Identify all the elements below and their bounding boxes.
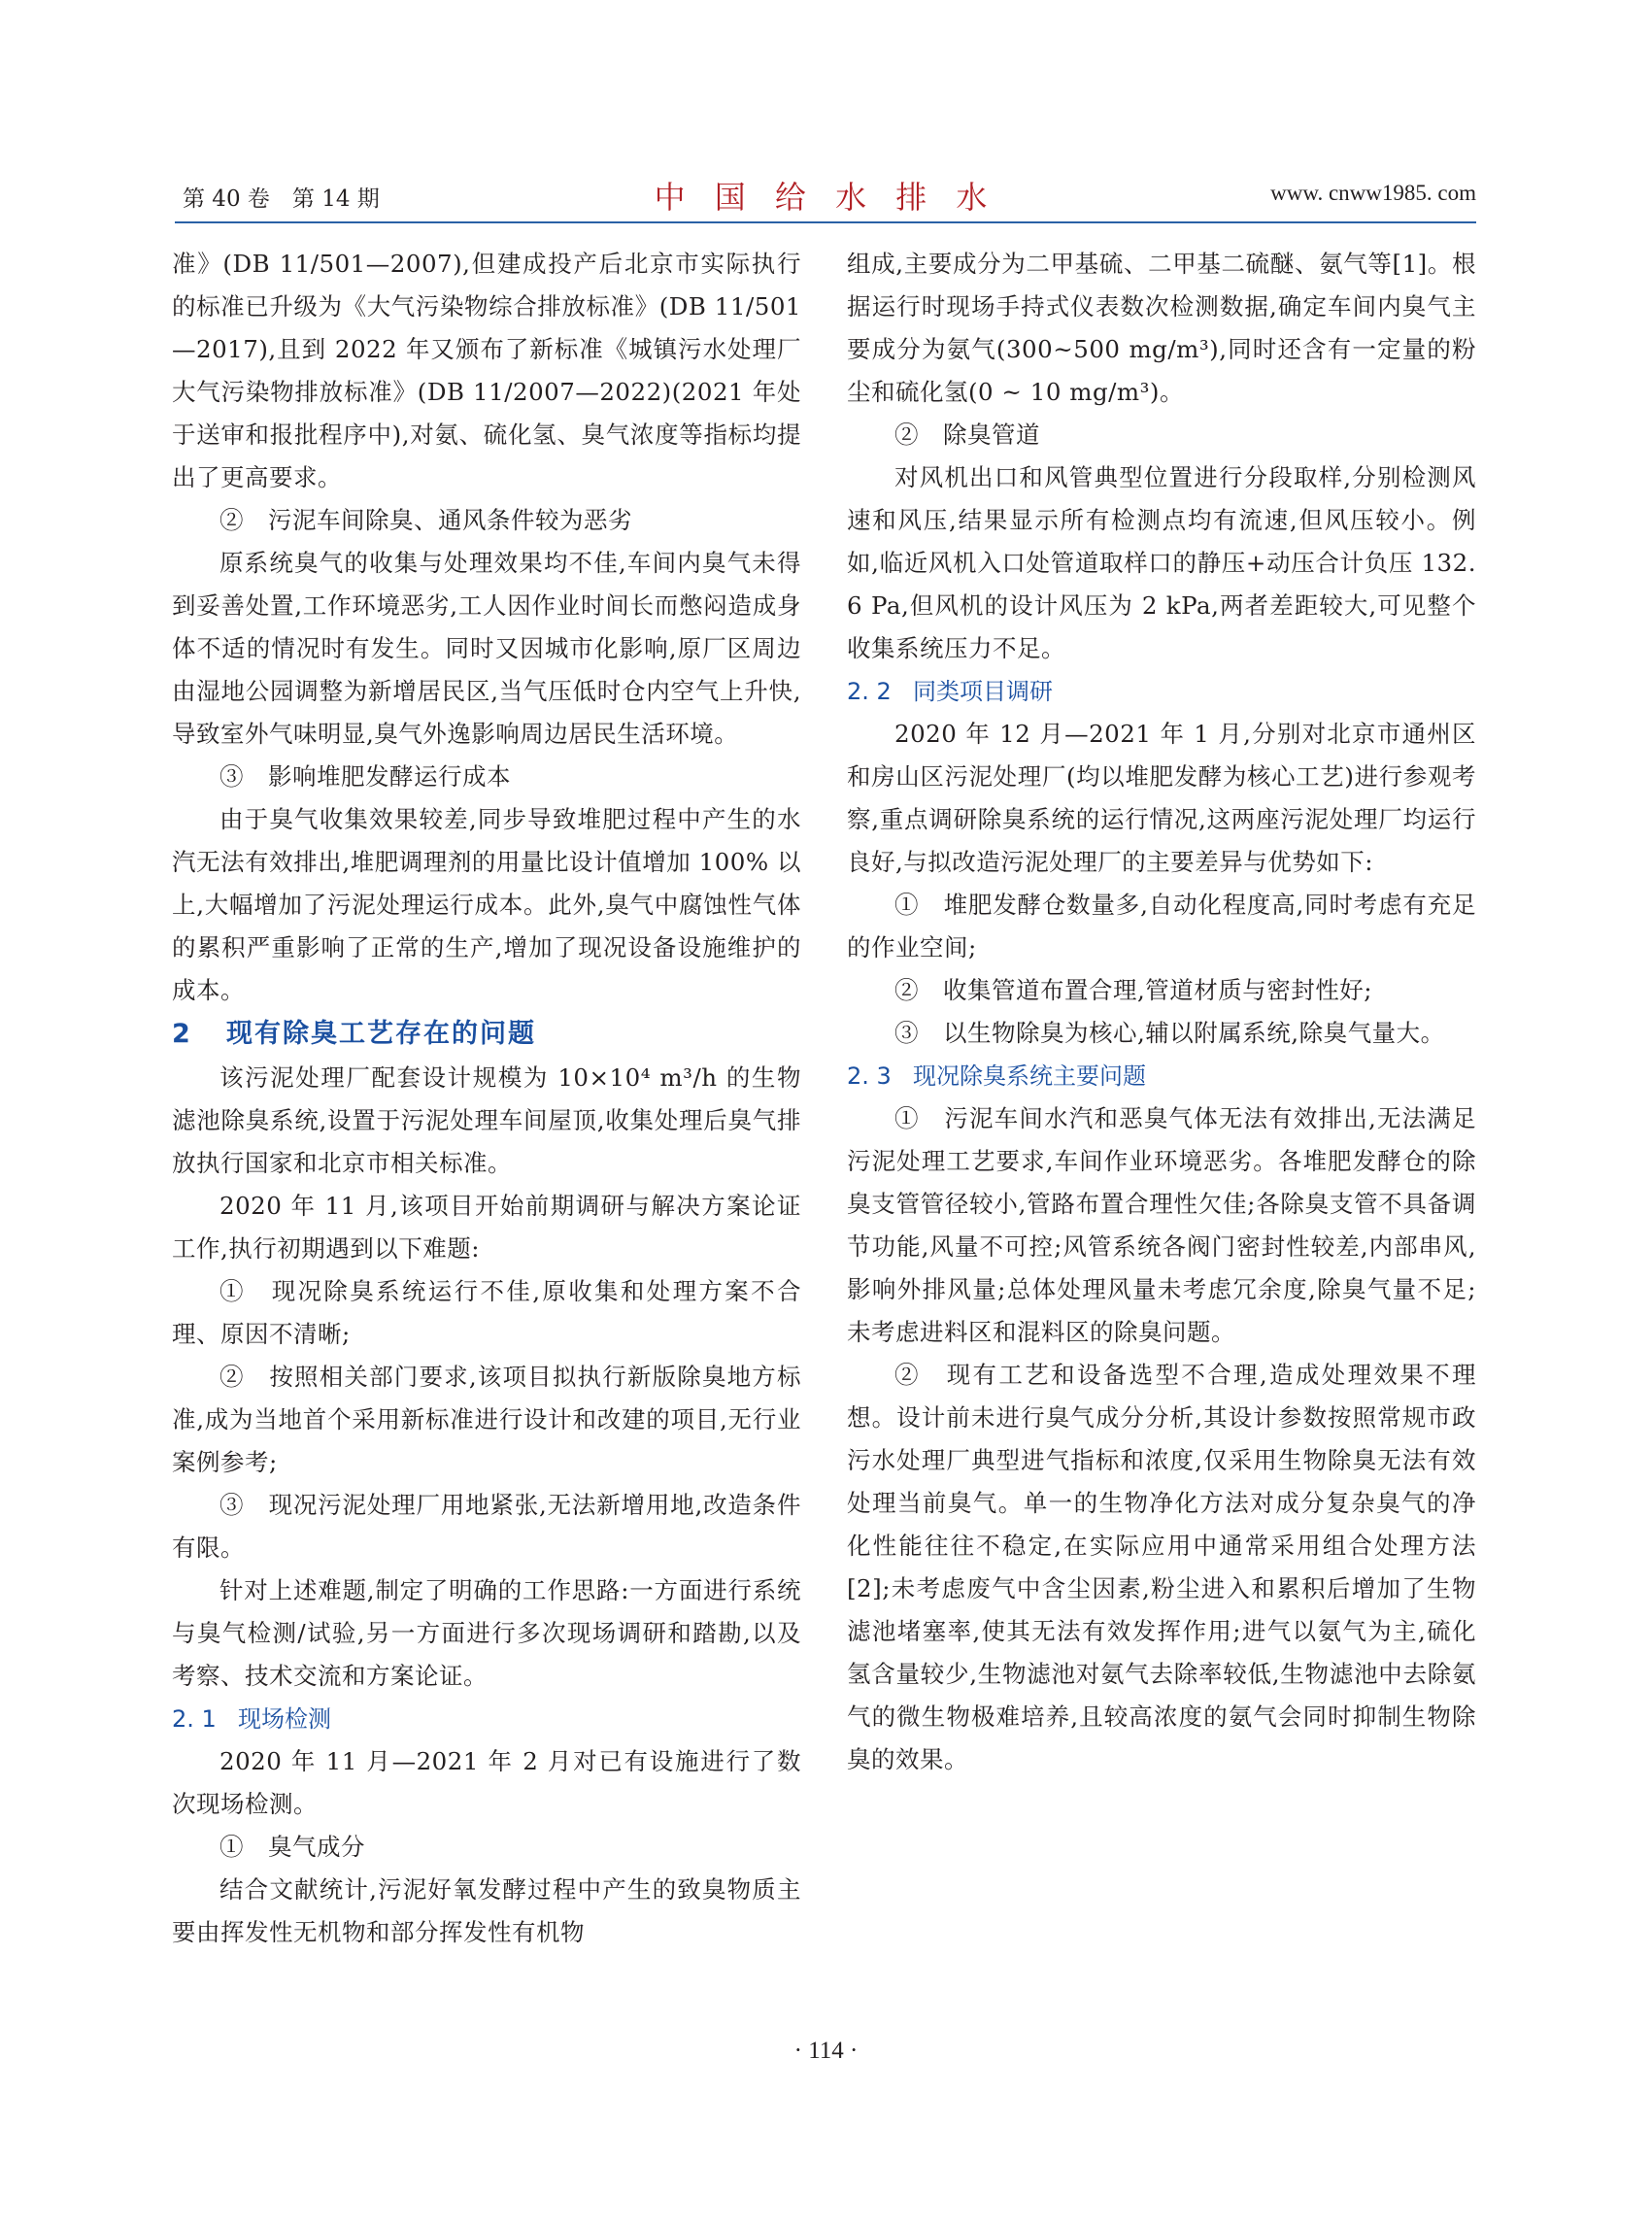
journal-title: 中 国 给 水 排 水 [654,179,997,216]
paragraph: 结合文献统计,污泥好氧发酵过程中产生的致臭物质主要由挥发性无机物和部分挥发性有机物 [172,1875,801,1946]
paragraph: ③ 影响堆肥发酵运行成本 [219,762,511,791]
paragraph: ② 污泥车间除臭、通风条件较为恶劣 [219,506,632,534]
paragraph: ② 收集管道布置合理,管道材质与密封性好; [894,976,1373,1004]
section-heading [847,1055,1476,1097]
paragraph: 准》(DB 11/501—2007),但建成投产后北京市实际执行的标准已升级为《大气污染物综合排放标准》(DB 11/501—2017),且到 2022 年又颁布了新标准《城镇污水处理厂大气污染物排放标准》(DB 11/2007—2022)(2021 年处于送审和报批程序中),对氨、硫化氢、臭气浓度等指标均提出了更高要求。 [172,250,801,491]
section-number: 2. 3 [847,1062,892,1090]
paragraph: ① 现况除臭系统运行不佳,原收集和处理方案不合理、原因不清晰; [172,1277,801,1348]
paragraph: ③ 现况污泥处理厂用地紧张,无法新增用地,改造条件有限。 [172,1491,801,1562]
right-column [847,243,1476,1781]
running-header [175,173,1476,221]
paragraph: ① 堆肥发酵仓数量多,自动化程度高,同时考虑有充足的作业空间; [847,891,1476,961]
section-title: 同类项目调研 [913,678,1053,705]
section-title: 现有除臭工艺存在的问题 [226,1019,536,1049]
paragraph: ① 臭气成分 [219,1833,365,1861]
header-rule [175,221,1476,223]
paragraph: ② 除臭管道 [894,421,1040,449]
journal-website: www. cnww1985. com [1270,181,1476,205]
paragraph: 2020 年 11 月—2021 年 2 月对已有设施进行了数次现场检测。 [172,1747,801,1818]
page-number: · 114 · [793,2038,859,2064]
journal-volume-issue: 第 40 卷 第 14 期 [183,186,380,212]
paragraph: ② 按照相关部门要求,该项目拟执行新版除臭地方标准,成为当地首个采用新标准进行设计和改建的项目,无行业案例参考; [172,1363,801,1476]
paragraph: ② 现有工艺和设备选型不合理,造成处理效果不理想。设计前未进行臭气成分分析,其设计参数按照常规市政污水处理厂典型进气指标和浓度,仅采用生物除臭无法有效处理当前臭气。单一的生物净化方法对成分复杂臭气的净化性能往往不稳定,在实际应用中通常采用组合处理方法[2];未考虑废气中含尘因素,粉尘进入和累积后增加了生物滤池堵塞率,使其无法有效发挥作用;进气以氨气为主,硫化氢含量较少,生物滤池对氨气去除率较低,生物滤池中去除氨气的微生物极难培养,且较高浓度的氨气会同时抑制生物除臭的效果。 [847,1361,1476,1773]
section-heading [172,1698,801,1740]
section-number: 2. 2 [847,678,892,705]
section-heading [847,670,1476,713]
paragraph: 组成,主要成分为二甲基硫、二甲基二硫醚、氨气等[1]。根据运行时现场手持式仪表数次检测数据,确定车间内臭气主要成分为氨气(300~500 mg/m³),同时还含有一定量的粉尘和硫化氢(0 ~ 10 mg/m³)。 [847,250,1476,406]
section-title: 现场检测 [238,1705,331,1733]
section-title: 现况除臭系统主要问题 [913,1062,1146,1090]
paragraph: 原系统臭气的收集与处理效果均不佳,车间内臭气未得到妥善处置,工作环境恶劣,工人因作业时间长而憋闷造成身体不适的情况时有发生。同时又因城市化影响,原厂区周边由湿地公园调整为新增居民区,当气压低时仓内空气上升快,导致室外气味明显,臭气外逸影响周边居民生活环境。 [172,549,801,748]
left-column [172,243,801,1954]
paragraph: 2020 年 11 月,该项目开始前期调研与解决方案论证工作,执行初期遇到以下难题: [172,1192,801,1263]
paragraph: 针对上述难题,制定了明确的工作思路:一方面进行系统与臭气检测/试验,另一方面进行多次现场调研和踏勘,以及考察、技术交流和方案论证。 [172,1576,801,1690]
paragraph: ① 污泥车间水汽和恶臭气体无法有效排出,无法满足污泥处理工艺要求,车间作业环境恶劣。各堆肥发酵仓的除臭支管管径较小,管路布置合理性欠佳;各除臭支管不具备调节功能,风量不可控;风管系统各阀门密封性较差,内部串风,影响外排风量;总体处理风量未考虑冗余度,除臭气量不足;未考虑进料区和混料区的除臭问题。 [847,1104,1476,1346]
paragraph: 2020 年 12 月—2021 年 1 月,分别对北京市通州区和房山区污泥处理厂(均以堆肥发酵为核心工艺)进行参观考察,重点调研除臭系统的运行情况,这两座污泥处理厂均运行良好,与拟改造污泥处理厂的主要差异与优势如下: [847,720,1476,876]
paragraph: 该污泥处理厂配套设计规模为 10×10⁴ m³/h 的生物滤池除臭系统,设置于污泥处理车间屋顶,收集处理后臭气排放执行国家和北京市相关标准。 [172,1063,801,1177]
paragraph: ③ 以生物除臭为核心,辅以附属系统,除臭气量大。 [894,1019,1445,1047]
section-number: 2 [172,1019,192,1049]
paragraph: 由于臭气收集效果较差,同步导致堆肥过程中产生的水汽无法有效排出,堆肥调理剂的用量比设计值增加 100% 以上,大幅增加了污泥处理运行成本。此外,臭气中腐蚀性气体的累积严重影响了正常的生产,增加了现况设备设施维护的成本。 [172,805,801,1004]
section-heading [172,1012,801,1057]
paragraph: 对风机出口和风管典型位置进行分段取样,分别检测风速和风压,结果显示所有检测点均有流速,但风压较小。例如,临近风机入口处管道取样口的静压+动压合计负压 132. 6 Pa,但风机的设计风压为 2 kPa,两者差距较大,可见整个收集系统压力不足。 [847,463,1476,662]
section-number: 2. 1 [172,1705,217,1733]
